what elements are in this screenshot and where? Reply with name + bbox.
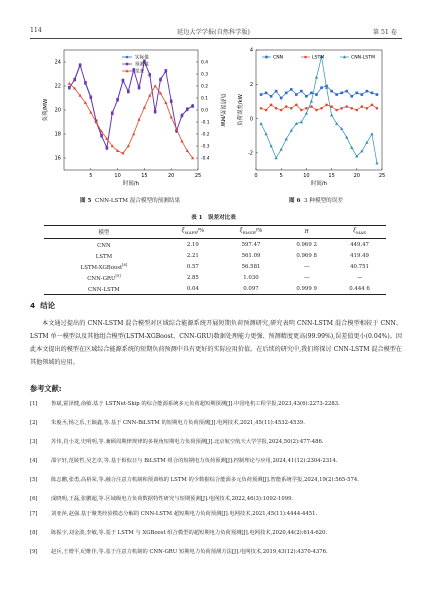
data-point bbox=[260, 93, 263, 96]
legend-label: 实际值 bbox=[135, 55, 149, 61]
reference-list bbox=[30, 400, 402, 600]
error-comparison-table bbox=[44, 225, 386, 295]
col-mape: $\xi_{MAPE}/\%$ bbox=[164, 226, 222, 239]
y2-tick-label: 0.4 bbox=[201, 60, 208, 66]
data-point bbox=[186, 108, 189, 111]
reference-number: [1] bbox=[30, 401, 38, 407]
data-point bbox=[68, 86, 71, 89]
data-point bbox=[370, 132, 373, 135]
y2-tick-label: 0.3 bbox=[201, 72, 208, 78]
data-point bbox=[350, 107, 353, 110]
data-point bbox=[300, 109, 303, 112]
data-point bbox=[376, 93, 379, 96]
legend-marker bbox=[126, 63, 129, 66]
y2-axis-label: 负荷误差/MW bbox=[219, 93, 225, 127]
cell-r: — bbox=[303, 274, 310, 281]
table-header-row bbox=[44, 226, 386, 239]
figure-5-caption bbox=[30, 196, 230, 204]
reference-text: 刘亚萍,赵强.基于聚类经验模态分解的 CNN-LSTM 超短期电力负荷预测[J].电网技术,2021,45(11):4444-4451. bbox=[51, 511, 318, 517]
data-point bbox=[181, 115, 184, 118]
data-point bbox=[154, 110, 157, 113]
cell-mae: — bbox=[356, 274, 363, 281]
data-point bbox=[310, 100, 313, 103]
data-point bbox=[340, 107, 343, 110]
x-tick-label: 25 bbox=[194, 173, 202, 179]
volume-label: 第 51 卷 bbox=[372, 29, 397, 36]
data-point bbox=[106, 147, 109, 150]
x-tick-label: 10 bbox=[303, 173, 310, 179]
data-point bbox=[159, 79, 162, 82]
data-point bbox=[154, 84, 157, 87]
data-point bbox=[295, 93, 298, 96]
data-point bbox=[315, 93, 318, 96]
y-tick-label: 18 bbox=[54, 131, 61, 138]
series-line bbox=[261, 57, 377, 163]
figure-5-label: 图 5 bbox=[79, 198, 92, 204]
data-point bbox=[84, 81, 87, 84]
figure-6-label: 图 6 bbox=[289, 198, 301, 204]
reference-text: 苏伟,肖小龙,史明明,等.兼顾周期律规律的多视角短期电力负荷预测[J].北京航空航天大学学报,2024,50(2):477-486. bbox=[51, 439, 324, 445]
data-point bbox=[259, 122, 262, 125]
table-row bbox=[44, 261, 386, 272]
legend-label: 预测值 bbox=[135, 62, 149, 68]
cell-mape: 2.21 bbox=[186, 252, 199, 259]
y-tick-label: 24 bbox=[54, 59, 61, 66]
data-point bbox=[366, 107, 369, 110]
data-point bbox=[143, 106, 146, 109]
data-point bbox=[100, 134, 103, 137]
y-tick-label: -2 bbox=[248, 150, 253, 157]
x-tick-label: 25 bbox=[378, 173, 386, 179]
data-point bbox=[330, 90, 333, 93]
cell-rmse: 561.09 bbox=[241, 252, 261, 259]
data-point bbox=[335, 93, 338, 96]
data-point bbox=[170, 115, 173, 118]
cell-model: LSTM bbox=[95, 253, 113, 260]
plot-frame bbox=[64, 50, 198, 170]
y2-tick-label: -0.1 bbox=[201, 120, 210, 126]
data-point bbox=[285, 105, 288, 108]
data-point bbox=[275, 90, 278, 93]
data-point bbox=[165, 69, 168, 72]
cell-model: CNN-LSTM bbox=[44, 283, 164, 295]
data-point bbox=[270, 95, 273, 98]
data-point bbox=[376, 107, 379, 110]
data-point bbox=[371, 104, 374, 107]
data-point bbox=[320, 107, 323, 110]
data-point bbox=[285, 92, 288, 95]
data-point bbox=[122, 79, 125, 82]
y-tick-label: 20 bbox=[54, 107, 61, 114]
data-point bbox=[305, 95, 308, 98]
data-point bbox=[275, 107, 278, 110]
reference-text: 赵兵,王增平,纪维佳,等.基于注意力机制的 CNN-GRU 短期电力负荷预测方法[J].电网技术,2019,43(12):4370-4376. bbox=[51, 549, 328, 555]
cell-mae: 40.751 bbox=[350, 263, 369, 270]
cell-mae: 419.49 bbox=[350, 252, 369, 259]
data-point bbox=[290, 107, 293, 110]
data-point bbox=[325, 104, 328, 107]
x-tick-label: 5 bbox=[279, 173, 283, 179]
series-line bbox=[261, 86, 377, 98]
reference-number: [7] bbox=[30, 511, 38, 517]
data-point bbox=[315, 109, 318, 112]
cell-model: CNN-GRU[9] bbox=[87, 273, 121, 282]
cell-mae: 0.444 6 bbox=[333, 283, 386, 295]
header-rule bbox=[30, 38, 402, 39]
col-rmse: $\xi_{RMSE}/\%$ bbox=[222, 226, 280, 239]
figure-6-title: 3 种模型的误差 bbox=[304, 198, 343, 204]
table-1-caption bbox=[0, 213, 427, 221]
data-point bbox=[310, 92, 313, 95]
data-point bbox=[90, 96, 93, 99]
table-1-label: 表 1 bbox=[191, 215, 203, 221]
y2-tick-label: 0.0 bbox=[201, 108, 208, 114]
data-point bbox=[111, 112, 114, 115]
cell-rmse: 1.030 bbox=[243, 274, 259, 281]
figure-5-title: CNN-LSTM 混合模型的预测结果 bbox=[94, 198, 181, 204]
x-tick-label: 10 bbox=[114, 173, 121, 179]
data-point bbox=[320, 86, 323, 89]
data-point bbox=[361, 105, 364, 108]
conclusion-paragraph: 本文通过提出的 CNN-LSTM 混合模型对区域综合能源系统开展短期负荷预测研究,研究表明 CNN-LSTM 混合模型相较于 CNN、LSTM 单一模型以及其他组合模型(LSTM-XGBoost、CNN-GRU)数据处理能力更强、预测精度更高(99.99%),误差值更小(0.04%)。因此本文提出的模型在区域综合能源系统的短期负荷预测中具有更好的实际应用价值。在后续的研究中,我们将探讨 CNN-LSTM 混合模型在其他领域的应用。 bbox=[30, 320, 402, 366]
cell-rmse: 0.097 bbox=[222, 283, 280, 295]
figure-6-chart bbox=[230, 42, 402, 194]
legend-marker bbox=[304, 56, 307, 59]
data-point bbox=[264, 132, 267, 135]
data-point bbox=[305, 107, 308, 110]
cell-mape: 2.19 bbox=[186, 241, 199, 248]
data-point bbox=[270, 144, 273, 147]
data-point bbox=[371, 92, 374, 95]
data-point bbox=[138, 86, 141, 89]
legend-marker bbox=[126, 56, 129, 59]
table-row bbox=[44, 272, 386, 283]
data-point bbox=[305, 112, 308, 115]
legend-label: CNN bbox=[273, 55, 284, 61]
data-point bbox=[170, 100, 173, 103]
data-point bbox=[345, 105, 348, 108]
data-point bbox=[300, 90, 303, 93]
table-row bbox=[44, 239, 386, 251]
cell-r: — bbox=[303, 263, 310, 270]
y-tick-label: 22 bbox=[54, 83, 61, 90]
col-model: 模型 bbox=[44, 226, 164, 239]
x-axis-label: 时间/h bbox=[310, 181, 328, 187]
data-point bbox=[68, 82, 71, 85]
series-line bbox=[69, 62, 192, 147]
y2-tick-label: 0.2 bbox=[201, 84, 208, 90]
data-point bbox=[79, 64, 82, 67]
cell-mape: 0.04 bbox=[164, 283, 222, 295]
data-point bbox=[260, 107, 263, 110]
cell-rmse: 56.581 bbox=[241, 263, 261, 270]
reference-number: [3] bbox=[30, 439, 38, 445]
legend-label: LSTM bbox=[312, 55, 325, 61]
reference-number: [5] bbox=[30, 477, 38, 483]
reference-number: [9] bbox=[30, 549, 38, 555]
reference-text: 陈振宇,刘金波,李敏,等.基于 LSTM 与 XGBoost 组合模型的超短期电力负荷预测[J].电网技术,2020,44(2):614-620. bbox=[51, 530, 328, 536]
x-tick-label: 15 bbox=[328, 173, 335, 179]
data-point bbox=[340, 92, 343, 95]
data-point bbox=[132, 132, 135, 135]
data-point bbox=[127, 91, 130, 94]
table-row bbox=[44, 250, 386, 261]
col-mae: $\xi_{MAE}$ bbox=[333, 226, 386, 239]
data-point bbox=[280, 148, 283, 151]
data-point bbox=[265, 109, 268, 112]
reference-text: 朱俊丞,杨之乐,王颖鑫,等.基于 CNN-BiLSTM 的短期电力负荷预测[J].电网技术,2021,45(11):4532-4539. bbox=[51, 420, 305, 426]
figure-5-chart bbox=[30, 42, 230, 194]
data-point bbox=[375, 161, 378, 164]
data-point bbox=[116, 98, 119, 101]
col-r: R bbox=[280, 226, 333, 239]
legend-marker bbox=[265, 56, 268, 59]
cell-r: 0.999 9 bbox=[280, 283, 333, 295]
reference-text: 鲁斌,霍泽健,俞敏.基于 LSTNet-Skip 的综合能源系统多元负荷超短期预测[J].中国电机工程学报,2023,43(6):2273-2283. bbox=[51, 401, 340, 407]
journal-title: 延边大学学报(自然科学版) bbox=[177, 29, 250, 36]
cell-mape: 0.57 bbox=[186, 263, 199, 270]
x-tick-label: 0 bbox=[254, 173, 258, 179]
x-axis-label: 时间/h bbox=[122, 181, 140, 187]
cell-mae: 449.47 bbox=[350, 241, 369, 248]
legend-label: 误差 bbox=[135, 69, 145, 75]
data-point bbox=[280, 109, 283, 112]
data-point bbox=[310, 105, 313, 108]
y-tick-label: 16 bbox=[54, 155, 61, 162]
series-line bbox=[261, 105, 377, 110]
cell-mape: 2.85 bbox=[186, 274, 199, 281]
reference-text: 邵宇轩,范陵哲,吴艺卓,等.基于相似日与 BiLSTM 组合的短期电力负荷预测[J].控制理论与应用,2024,41(12):2304-2314. bbox=[51, 458, 338, 464]
x-tick-label: 20 bbox=[168, 173, 175, 179]
data-point bbox=[361, 93, 364, 96]
y2-tick-label: 0.1 bbox=[201, 96, 208, 102]
data-point bbox=[270, 104, 273, 107]
data-point bbox=[148, 74, 151, 77]
series-line bbox=[69, 84, 192, 158]
cell-r: 0.969 8 bbox=[296, 252, 317, 259]
y2-tick-label: -0.2 bbox=[201, 132, 210, 138]
y-axis-label: 负荷误差/kW bbox=[238, 94, 244, 126]
y-tick-label: 0 bbox=[249, 116, 253, 123]
data-point bbox=[73, 79, 76, 82]
cell-model: LSTM-XGBoost[6] bbox=[80, 262, 128, 271]
data-point bbox=[180, 139, 183, 142]
y-tick-label: 2 bbox=[249, 81, 253, 88]
data-point bbox=[127, 144, 130, 147]
data-point bbox=[295, 104, 298, 107]
data-point bbox=[330, 105, 333, 108]
x-tick-label: 20 bbox=[353, 173, 360, 179]
data-point bbox=[290, 88, 293, 91]
reference-number: [8] bbox=[30, 530, 38, 536]
figure-6-caption bbox=[230, 196, 402, 204]
data-point bbox=[191, 105, 194, 108]
reference-number: [2] bbox=[30, 420, 38, 426]
reference-number: [6] bbox=[30, 496, 38, 502]
table-row bbox=[44, 283, 386, 295]
y2-tick-label: -0.3 bbox=[201, 144, 210, 150]
legend-label: CNN-LSTM bbox=[351, 55, 375, 61]
reference-number: [4] bbox=[30, 458, 38, 464]
y-axis-label: 负荷/MW bbox=[43, 98, 49, 122]
x-tick-label: 15 bbox=[141, 173, 148, 179]
section-heading: 4 结论 bbox=[30, 301, 56, 310]
data-point bbox=[350, 95, 353, 98]
data-point bbox=[366, 90, 369, 93]
y-tick-label: 4 bbox=[249, 47, 253, 54]
data-point bbox=[356, 92, 359, 95]
cell-r: 0.969 2 bbox=[296, 241, 317, 248]
data-point bbox=[350, 146, 353, 149]
data-point bbox=[265, 92, 268, 95]
table-1-title: 误差对比表 bbox=[207, 215, 236, 221]
data-point bbox=[315, 76, 318, 79]
x-tick-label: 5 bbox=[89, 173, 93, 179]
data-point bbox=[137, 118, 140, 121]
cell-rmse: 597.47 bbox=[241, 241, 261, 248]
reference-text: 成晓明,王磊,张鹏超,等.区域级电力负荷数据特性研究与短期预测[J].电网技术,2022,46(3):1092-1099. bbox=[51, 496, 294, 502]
references-heading: 参考文献: bbox=[30, 384, 62, 393]
data-point bbox=[280, 97, 283, 100]
data-point bbox=[330, 113, 333, 116]
data-point bbox=[345, 90, 348, 93]
y2-tick-label: -0.4 bbox=[201, 156, 210, 162]
data-point bbox=[335, 109, 338, 112]
data-point bbox=[356, 109, 359, 112]
reference-text: 陈志鹏,张勇,高裕荣,等.融合注意力机制和预训练的 LSTM 的少数据综合能源多元负荷预测[J].智能系统学报,2024,19(2):565-574. bbox=[51, 477, 359, 483]
cell-model: CNN bbox=[97, 242, 111, 249]
page-number: 114 bbox=[30, 27, 42, 34]
series-line bbox=[69, 61, 192, 149]
